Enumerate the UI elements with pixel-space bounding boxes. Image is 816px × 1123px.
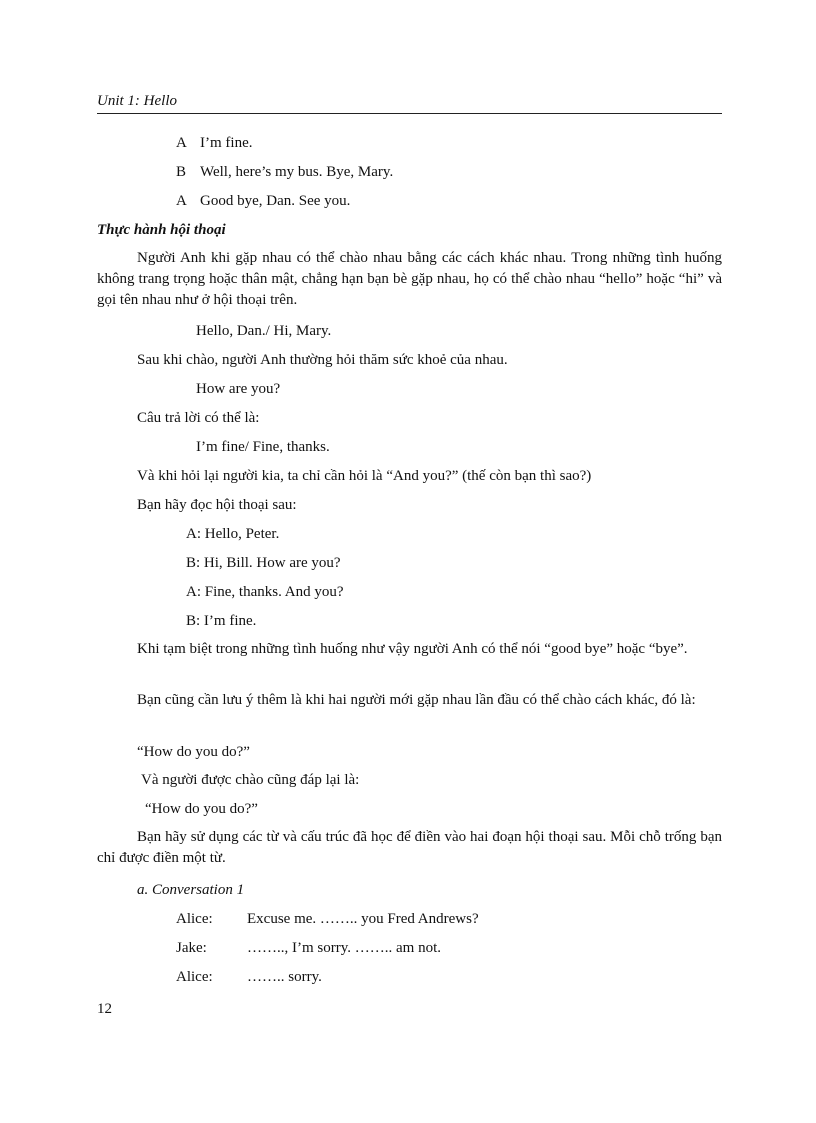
conversation-speaker: Jake: [176,940,207,956]
dialogue-speaker: B [176,164,187,180]
page-number: 12 [97,1001,112,1017]
example-answer: I’m fine/ Fine, thanks. [196,439,330,455]
answer-intro-text: Câu trả lời có thể là: [137,410,260,426]
first-meeting-greeting: “How do you do?” [137,744,250,760]
intro-paragraph: Người Anh khi gặp nhau có thể chào nhau bằng các cách khác nhau. Trong những tình huống không trang trọng hoặc thân mật, chẳng hạn bạn bè gặp nhau, họ có thể chào nhau “hello” hoặc “hi” và gọi tên nhau như ở hội thoại trên. [97,250,722,308]
section-heading: Thực hành hội thoại [97,222,226,238]
dialogue-line [176,134,252,152]
ask-back-text: Và khi hỏi lại người kia, ta chỉ cần hỏi là “And you?” (thế còn bạn thì sao?) [137,468,592,484]
conversation-line [176,910,479,928]
running-header: Unit 1: Hello [97,93,177,109]
conversation-line [176,939,441,957]
dialogue-line [176,163,393,181]
first-meeting-paragraph: Bạn cũng cần lưu ý thêm là khi hai người mới gặp nhau lần đầu có thể chào cách khác, đó là: [137,692,696,708]
dialogue-speaker: A [176,135,187,151]
conversation-line [176,968,322,986]
dialogue-text: Well, here’s my bus. Bye, Mary. [200,164,394,180]
reply-greeting: “How do you do?” [145,801,258,817]
conversation-speaker: Alice: [176,969,213,985]
after-greeting-text: Sau khi chào, người Anh thường hỏi thăm sức khoẻ của nhau. [137,352,508,368]
example-question: How are you? [196,381,281,397]
goodbye-paragraph: Khi tạm biệt trong những tình huống như vậy người Anh có thể nói “good bye” hoặc “bye”. [137,641,688,657]
dialogue-text: Good bye, Dan. See you. [200,193,351,209]
dialogue-text: I’m fine. [200,135,253,151]
conversation-speaker: Alice: [176,911,213,927]
sample-dialogue-line: B: Hi, Bill. How are you? [186,555,341,571]
dialogue-speaker: A [176,193,187,209]
conversation-text: …….. sorry. [247,969,322,985]
sample-dialogue-line: B: I’m fine. [186,613,257,629]
example-greeting: Hello, Dan./ Hi, Mary. [196,323,332,339]
sample-dialogue-line: A: Fine, thanks. And you? [186,584,344,600]
header-rule [97,113,722,114]
conversation-text: …….., I’m sorry. …….. am not. [247,940,442,956]
exercise-instruction: Bạn hãy sử dụng các từ và cấu trúc đã học để điền vào hai đoạn hội thoại sau. Mỗi chỗ trống bạn chỉ được điền một từ. [97,829,722,866]
conversation-text: Excuse me. …….. you Fred Andrews? [247,911,479,927]
dialogue-line [176,192,350,210]
sample-dialogue-line: A: Hello, Peter. [186,526,280,542]
reply-intro-text: Và người được chào cũng đáp lại là: [141,772,360,788]
conversation-title: a. Conversation 1 [137,882,245,898]
read-dialogue-text: Bạn hãy đọc hội thoại sau: [137,497,297,513]
